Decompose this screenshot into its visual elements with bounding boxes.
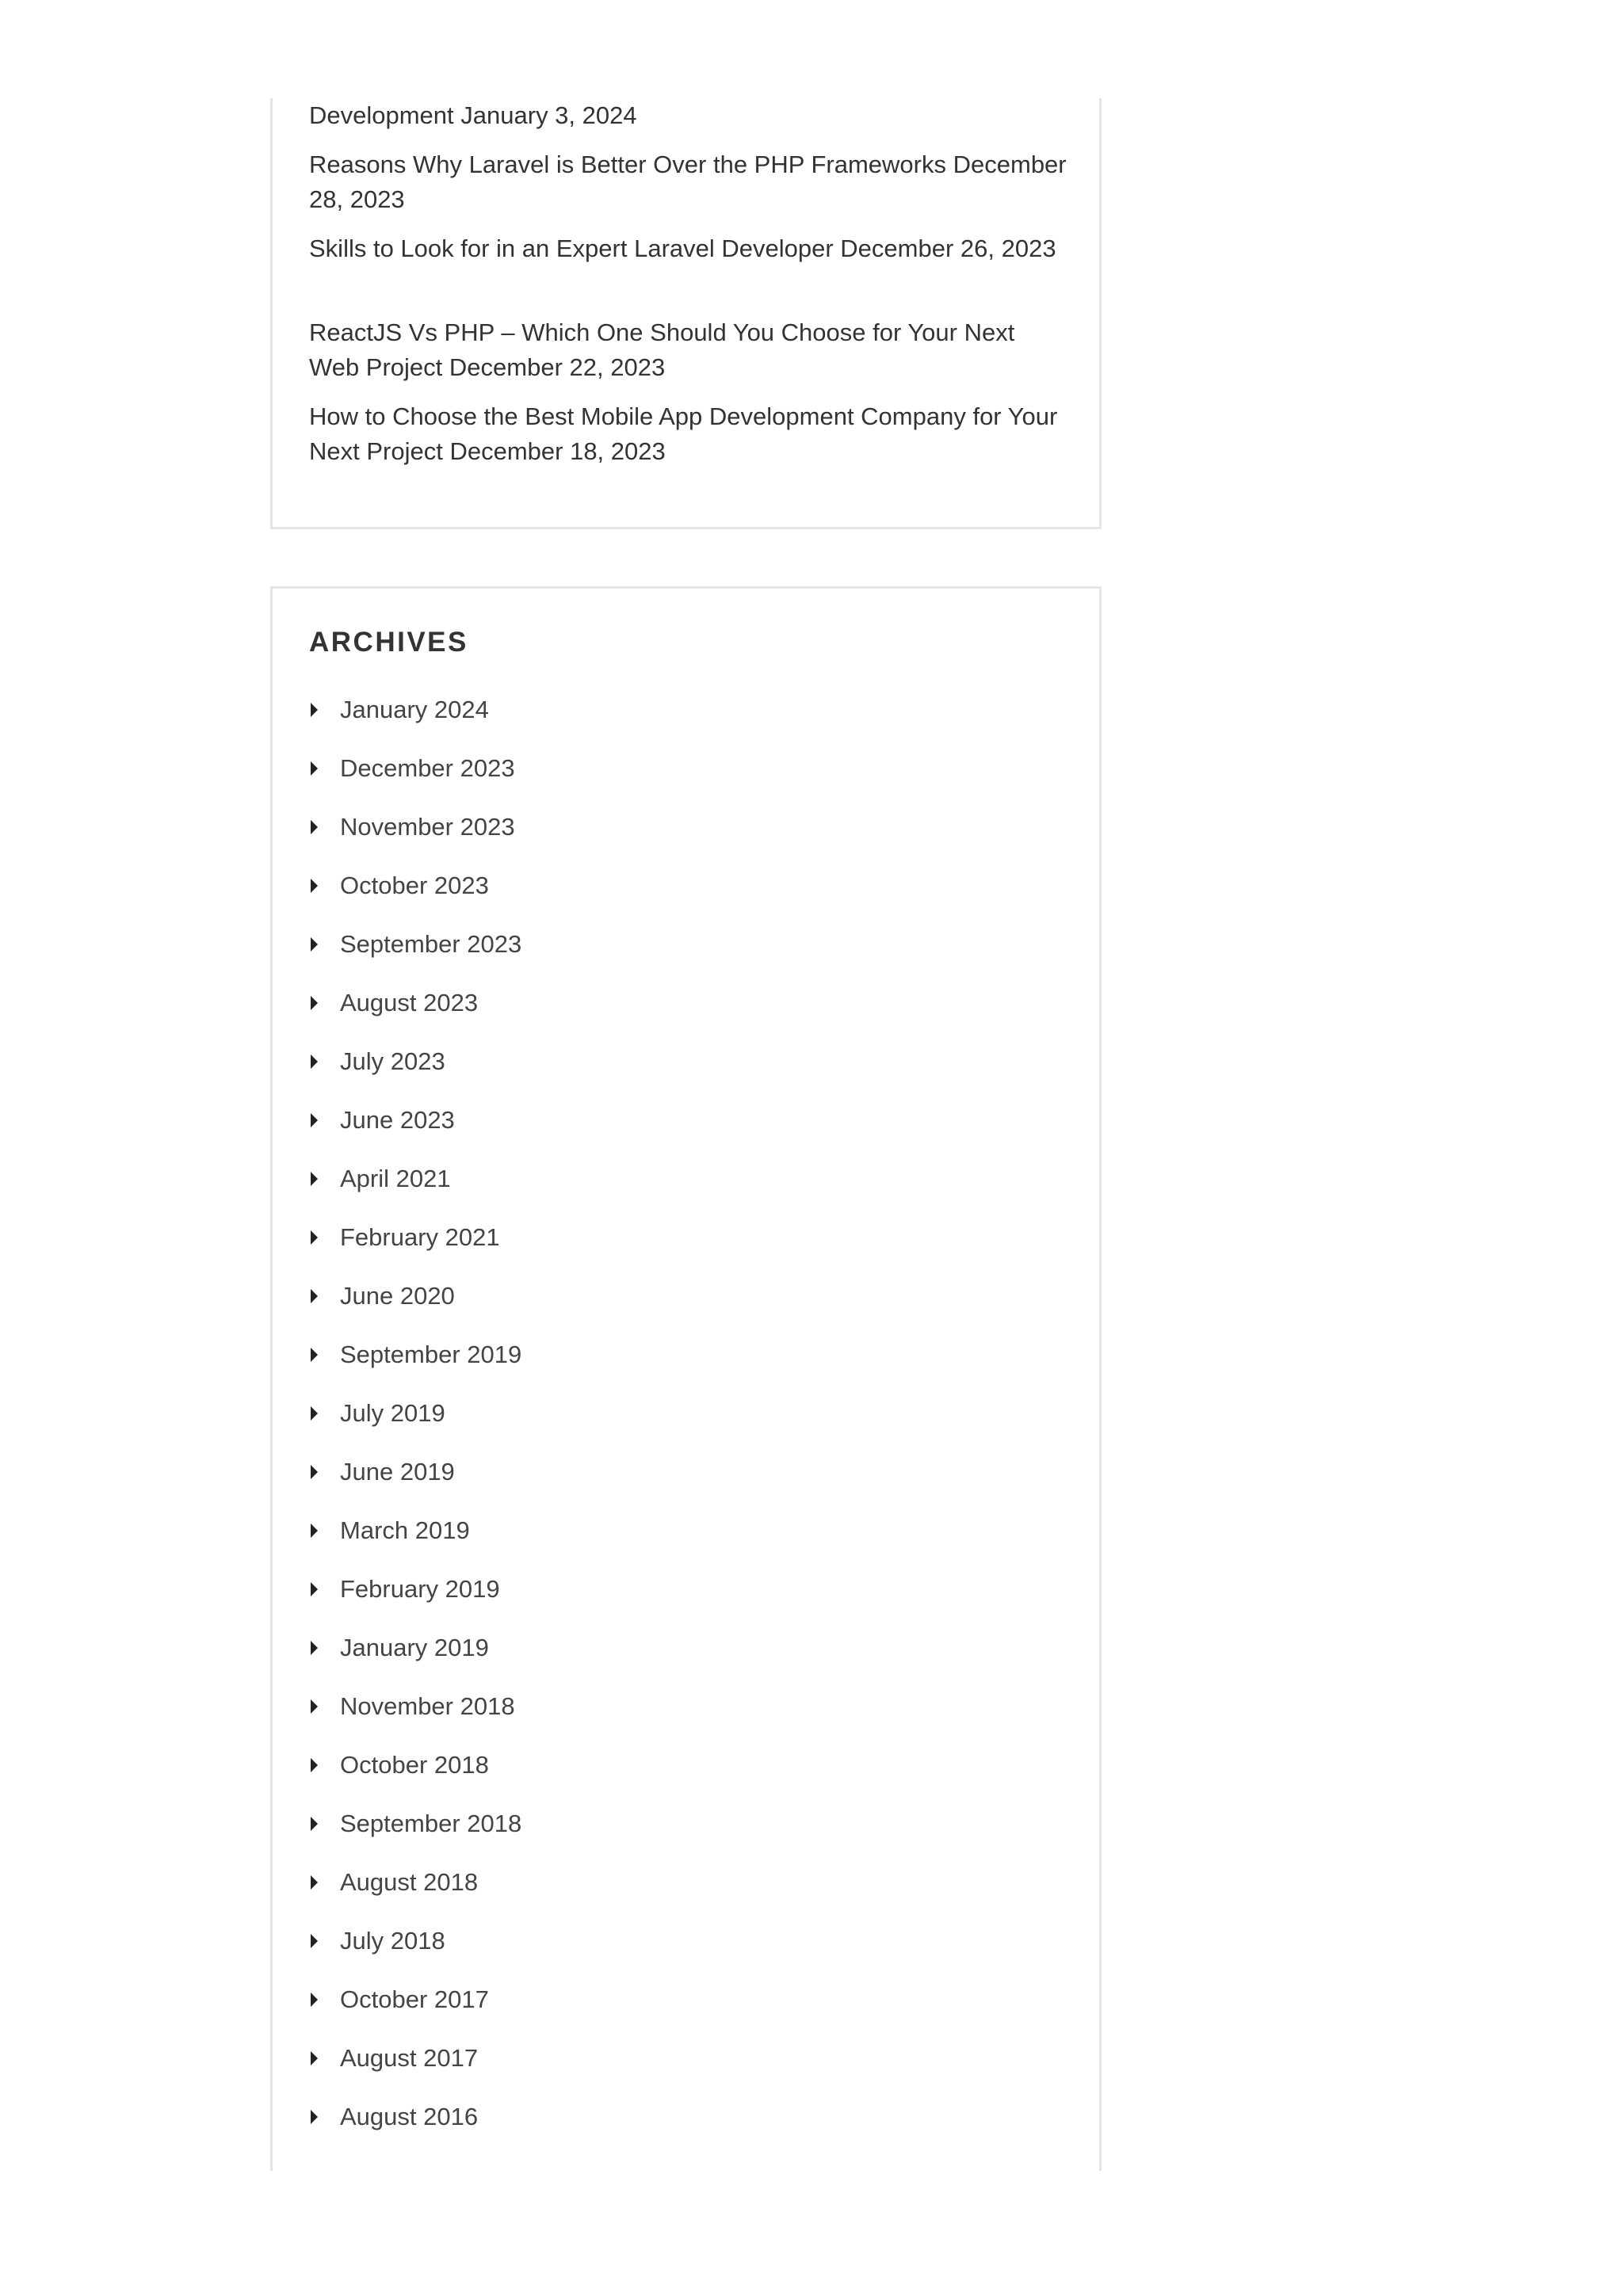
archive-item (309, 1337, 521, 1372)
archive-link[interactable]: February 2021 (340, 1223, 500, 1251)
archive-item (309, 692, 489, 727)
recent-post-item (309, 98, 1070, 133)
archive-item (309, 1220, 500, 1255)
caret-right-icon (311, 2110, 318, 2124)
archive-item (309, 1161, 451, 1196)
caret-right-icon (311, 1465, 318, 1479)
caret-right-icon (311, 820, 318, 834)
caret-right-icon (311, 937, 318, 952)
caret-right-icon (311, 1875, 318, 1890)
archive-item (309, 1044, 445, 1079)
caret-right-icon (311, 761, 318, 776)
archive-link[interactable]: November 2023 (340, 813, 515, 841)
recent-post-link[interactable]: ReactJS Vs PHP – Which One Should You Choose for Your Next Web Project (309, 318, 1015, 381)
archive-link[interactable]: June 2019 (340, 1458, 455, 1486)
recent-post-date: December 18, 2023 (449, 437, 666, 465)
archive-link[interactable]: June 2020 (340, 1282, 455, 1310)
caret-right-icon (311, 1699, 318, 1714)
archive-link[interactable]: August 2016 (340, 2103, 479, 2130)
caret-right-icon (311, 1055, 318, 1069)
caret-right-icon (311, 1289, 318, 1303)
archive-item (309, 1572, 500, 1607)
archives-title: ARCHIVES (309, 627, 468, 658)
archive-link[interactable]: September 2019 (340, 1341, 522, 1368)
archive-item (309, 1748, 489, 1783)
archive-link[interactable]: July 2023 (340, 1047, 445, 1075)
caret-right-icon (311, 1758, 318, 1772)
recent-post-link[interactable]: How to Choose the Best Mobile App Development Company for Your Next Project (309, 402, 1058, 465)
archive-link[interactable]: January 2019 (340, 1634, 489, 1661)
archive-link[interactable]: December 2023 (340, 754, 515, 782)
archive-item (309, 1103, 455, 1138)
archive-link[interactable]: February 2019 (340, 1575, 500, 1603)
archives-widget (270, 586, 1102, 2171)
archive-item (309, 1806, 521, 1841)
archive-link[interactable]: November 2018 (340, 1692, 515, 1720)
archive-item (309, 810, 515, 845)
caret-right-icon (311, 996, 318, 1010)
caret-right-icon (311, 1348, 318, 1362)
recent-post-item (309, 147, 1070, 217)
recent-post-date: January 3, 2024 (460, 101, 637, 129)
archive-item (309, 1630, 489, 1665)
caret-right-icon (311, 1172, 318, 1186)
archive-item (309, 1924, 445, 1958)
caret-right-icon (311, 1230, 318, 1245)
caret-right-icon (311, 703, 318, 717)
caret-right-icon (311, 1641, 318, 1655)
archive-link[interactable]: October 2017 (340, 1985, 489, 2013)
archive-link[interactable]: March 2019 (340, 1516, 470, 1544)
archive-item (309, 1865, 478, 1900)
recent-post-item (309, 315, 1070, 385)
archive-link[interactable]: September 2023 (340, 930, 522, 958)
archive-item (309, 751, 515, 786)
archive-link[interactable]: September 2018 (340, 1810, 522, 1837)
archive-link[interactable]: August 2018 (340, 1868, 479, 1896)
archive-item (309, 2100, 478, 2134)
archive-link[interactable]: January 2024 (340, 696, 489, 723)
archive-item (309, 1513, 470, 1548)
recent-post-item (309, 231, 1070, 266)
recent-posts-widget (270, 98, 1102, 529)
recent-post-date: December 22, 2023 (449, 353, 666, 381)
caret-right-icon (311, 2051, 318, 2065)
archive-link[interactable]: July 2019 (340, 1399, 445, 1427)
archive-link[interactable]: October 2023 (340, 871, 489, 899)
archive-link[interactable]: April 2021 (340, 1165, 451, 1192)
archive-item (309, 868, 489, 903)
recent-post-link[interactable]: Development (309, 101, 454, 129)
recent-post-item (309, 399, 1070, 469)
caret-right-icon (311, 1524, 318, 1538)
archive-link[interactable]: October 2018 (340, 1751, 489, 1779)
archive-link[interactable]: August 2017 (340, 2044, 479, 2072)
archive-item (309, 986, 478, 1020)
archive-link[interactable]: July 2018 (340, 1927, 445, 1955)
archive-link[interactable]: August 2023 (340, 989, 479, 1016)
archive-item (309, 2041, 478, 2076)
caret-right-icon (311, 1934, 318, 1948)
recent-post-link[interactable]: Reasons Why Laravel is Better Over the PHP Frameworks (309, 151, 946, 178)
caret-right-icon (311, 1406, 318, 1421)
archive-item (309, 927, 521, 962)
caret-right-icon (311, 879, 318, 893)
archive-item (309, 1396, 445, 1431)
archive-item (309, 1279, 455, 1314)
archive-item (309, 1689, 515, 1724)
archive-item (309, 1982, 489, 2017)
archive-item (309, 1455, 455, 1489)
caret-right-icon (311, 1113, 318, 1127)
recent-post-link[interactable]: Skills to Look for in an Expert Laravel Developer (309, 235, 834, 262)
recent-post-date: December 28, 2023 (309, 151, 1067, 213)
recent-post-date: December 26, 2023 (840, 235, 1056, 262)
archive-link[interactable]: June 2023 (340, 1106, 455, 1134)
caret-right-icon (311, 1817, 318, 1831)
caret-right-icon (311, 1993, 318, 2007)
caret-right-icon (311, 1582, 318, 1596)
